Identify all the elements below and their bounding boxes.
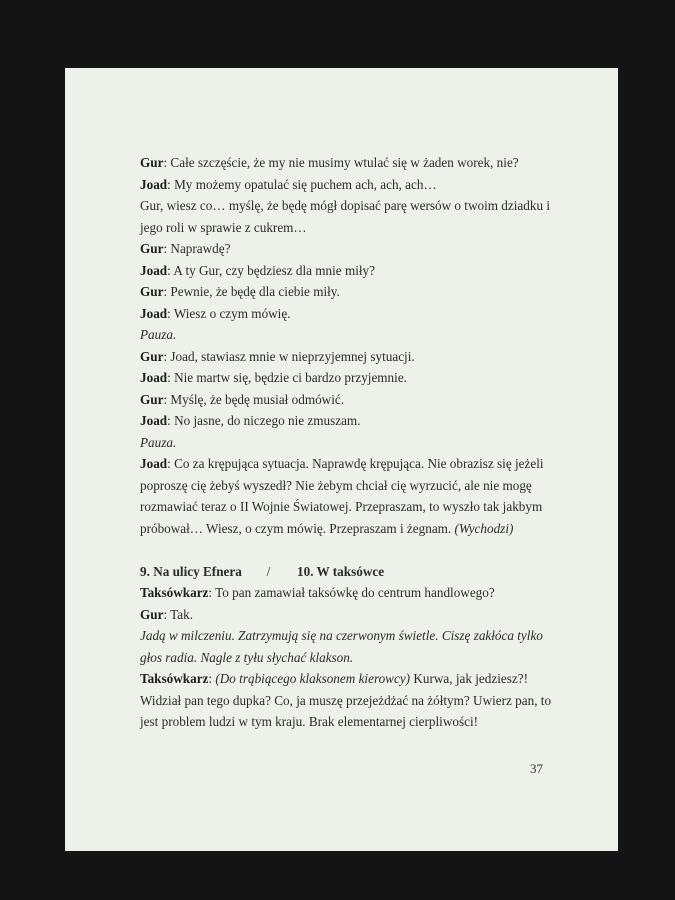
- speaker-name: Gur: [140, 348, 164, 364]
- speaker-name: Gur: [140, 241, 164, 256]
- speaker-name: Joad: [140, 305, 168, 321]
- blank-line: [140, 539, 560, 561]
- stage-direction: (Do trąbiącego klaksonem kierowcy): [215, 671, 411, 686]
- stage-direction: Pauza.: [140, 434, 177, 450]
- speaker-name: Taksówkarz: [140, 585, 209, 600]
- speaker-name: Gur: [140, 284, 164, 299]
- stage-direction: (Wychodzi): [454, 520, 514, 536]
- line-text: : Pewnie, że będę dla ciebie miły.: [163, 284, 340, 299]
- speaker-name: Gur: [140, 155, 164, 170]
- scene-title: 9. Na ulicy Efnera: [140, 563, 242, 579]
- dialogue-line: [140, 711, 560, 733]
- line-text: : My możemy opatulać się puchem ach, ach, ach…: [167, 176, 437, 192]
- dialogue-line: [140, 389, 560, 411]
- line-text: Widział pan tego dupka? Co, ja muszę przejeżdżać na żółtym? Uwierz pan, to: [140, 692, 552, 708]
- scene-heading: [140, 561, 560, 583]
- dialogue-line: [140, 604, 560, 626]
- script-text: [140, 152, 560, 733]
- dialogue-line: [140, 260, 560, 282]
- speaker-name: Joad: [140, 370, 168, 385]
- line-text: : Nie martw się, będzie ci bardzo przyjemnie.: [167, 370, 407, 385]
- line-text: próbował… Wiesz, o czym mówię. Przepraszam i żegnam.: [140, 520, 455, 536]
- dialogue-line: [140, 453, 560, 475]
- dialogue-line: [140, 217, 560, 239]
- dialogue-line: [140, 410, 560, 432]
- line-text: :: [208, 671, 216, 686]
- line-text: : Joad, stawiasz mnie w nieprzyjemnej sytuacji.: [163, 348, 415, 364]
- dialogue-line: [140, 475, 560, 497]
- line-text: jest problem ludzi w tym kraju. Brak elementarnej cierpliwości!: [140, 714, 479, 729]
- line-text: poproszę cię żebyś wyszedł? Nie żebym chciał cię wyrzucić, ale nie mogę: [140, 477, 532, 493]
- speaker-name: Joad: [140, 413, 168, 428]
- line-text: : Tak.: [163, 606, 194, 622]
- dialogue-line: [140, 367, 560, 389]
- line-text: Kurwa, jak jedziesz?!: [410, 671, 528, 686]
- line-text: rozmawiać teraz o II Wojnie Światowej. Przepraszam, to wyszło tak jakbym: [140, 499, 543, 514]
- speaker-name: Taksówkarz: [140, 671, 209, 686]
- line-text: : Co za krępująca sytuacja. Naprawdę krępująca. Nie obrazisz się jeżeli: [167, 456, 544, 471]
- stage-direction: głos radia. Nagle z tyłu słychać klakson.: [140, 649, 354, 665]
- dialogue-line: [140, 432, 560, 454]
- speaker-name: Gur: [140, 391, 164, 407]
- dialogue-line: [140, 647, 560, 669]
- dialogue-line: [140, 346, 560, 368]
- speaker-name: Joad: [140, 176, 168, 192]
- line-text: : To pan zamawiał taksówkę do centrum handlowego?: [208, 585, 495, 600]
- dialogue-line: [140, 238, 560, 260]
- speaker-name: Joad: [140, 262, 168, 278]
- dialogue-line: [140, 518, 560, 540]
- line-text: : A ty Gur, czy będziesz dla mnie miły?: [167, 262, 375, 278]
- line-text: : No jasne, do niczego nie zmuszam.: [167, 413, 361, 428]
- stage-direction: Pauza.: [140, 327, 177, 342]
- speaker-name: Gur: [140, 606, 164, 622]
- dialogue-line: [140, 152, 560, 174]
- scene-separator: /: [266, 563, 271, 579]
- dialogue-line: [140, 625, 560, 647]
- dialogue-line: [140, 668, 560, 690]
- line-text: : Naprawdę?: [163, 241, 231, 256]
- line-text: : Wiesz o czym mówię.: [167, 305, 291, 321]
- page-number: 37: [530, 761, 543, 776]
- scene-title: 10. W taksówce: [297, 563, 385, 579]
- dialogue-line: [140, 303, 560, 325]
- line-text: jego roli w sprawie z cukrem…: [140, 219, 307, 235]
- dialogue-line: [140, 324, 560, 346]
- line-text: Gur, wiesz co… myślę, że będę mógł dopisać parę wersów o twoim dziadku i: [140, 198, 551, 213]
- dialogue-line: [140, 496, 560, 518]
- dialogue-line: [140, 195, 560, 217]
- dialogue-line: [140, 281, 560, 303]
- dialogue-line: [140, 690, 560, 712]
- document-page: [65, 68, 618, 851]
- dialogue-line: [140, 174, 560, 196]
- stage-direction: Jadą w milczeniu. Zatrzymują się na czerwonym świetle. Ciszę zakłóca tylko: [140, 628, 543, 643]
- line-text: : Całe szczęście, że my nie musimy wtulać się w żaden worek, nie?: [163, 155, 519, 170]
- speaker-name: Joad: [140, 456, 168, 471]
- line-text: : Myślę, że będę musiał odmówić.: [163, 391, 345, 407]
- dialogue-line: [140, 582, 560, 604]
